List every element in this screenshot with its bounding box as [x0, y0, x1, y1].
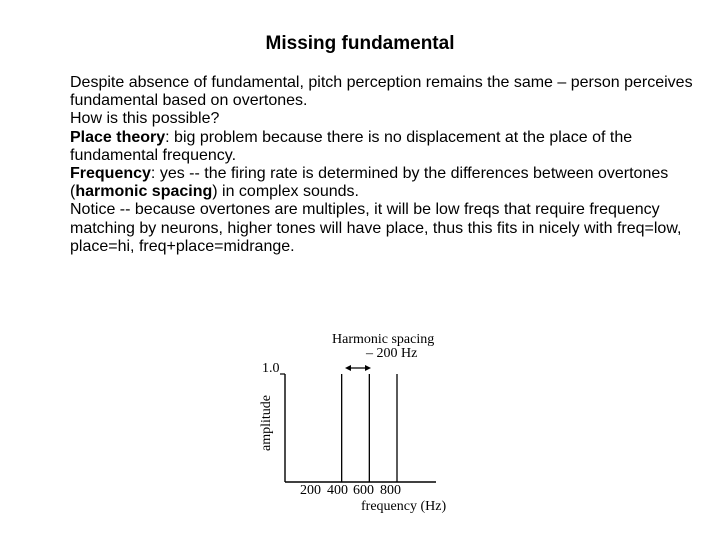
x-tick-label-200: 200: [300, 483, 321, 498]
y-axis-label: amplitude: [259, 395, 274, 451]
text-run: How is this possible?: [70, 110, 220, 128]
annotation-line-2: – 200 Hz: [366, 346, 418, 361]
x-tick-label-800: 800: [380, 483, 401, 498]
bold-run: Frequency: [70, 165, 151, 183]
text-run: ) in complex sounds.: [212, 183, 359, 201]
text-run: : yes -- the firing rate is determined by the differences between overtones (: [70, 165, 669, 201]
annotation-line-1: Harmonic spacing: [332, 332, 435, 347]
y-tick-label: 1.0: [262, 361, 280, 376]
text-run: Notice -- because overtones are multiples, it will be low freqs that require frequency matching by neurons, higher tones will have place, thus this fits in nicely with freq=low, place=hi, freq+place=midrange.: [70, 201, 682, 255]
bold-run: harmonic spacing: [75, 183, 213, 201]
x-tick-label-400: 400: [327, 483, 348, 498]
spacing-arrow: [345, 365, 371, 371]
text-run: : big problem because there is no displacement at the place of the fundamental frequency.: [70, 128, 633, 164]
x-axis-label: frequency (Hz): [361, 499, 447, 514]
bold-run: Place theory: [70, 128, 166, 146]
text-run: Despite absence of fundamental, pitch perception remains the same – person perceives fundamental based on overtones.: [70, 74, 693, 110]
slide-title: Missing fundamental: [265, 33, 455, 54]
x-tick-label-600: 600: [353, 483, 374, 498]
